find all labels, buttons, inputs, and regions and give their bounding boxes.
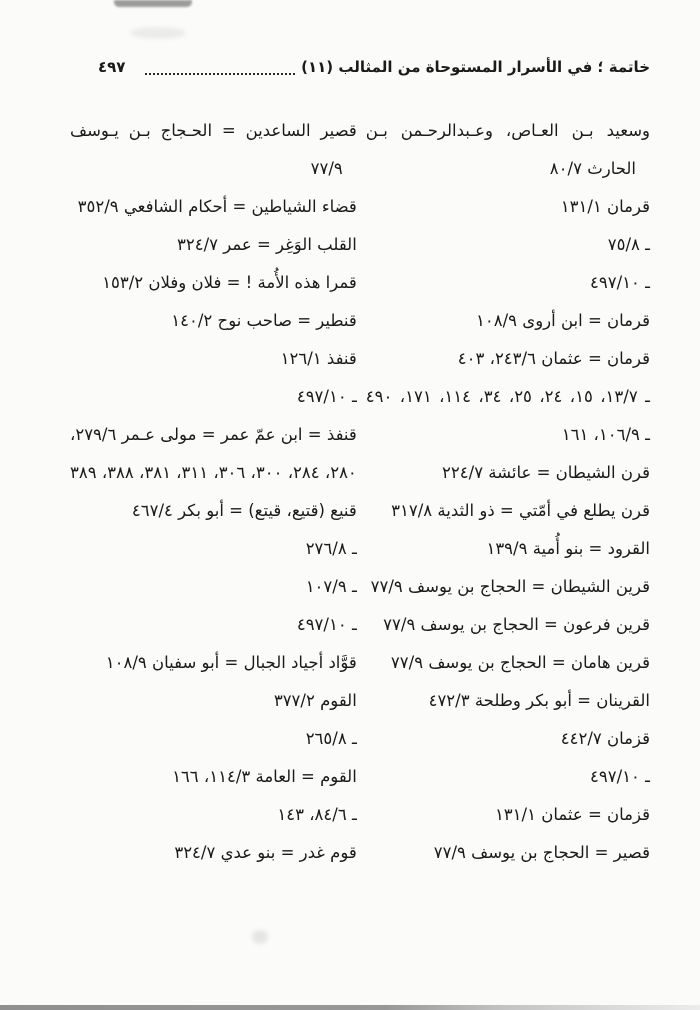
index-entry: ـ ٤٩٧/١٠	[590, 767, 650, 786]
index-entry: ـ ١٠٦/٩، ١٦١	[561, 425, 650, 444]
index-entry: القرود = بنو أُمية ١٣٩/٩	[486, 539, 650, 558]
index-entry: قزمان ٤٤٢/٧	[560, 729, 650, 748]
index-entry: وسعيد بـن العـاص، وعـبدالرحـمن بـن	[365, 121, 650, 140]
index-entry: ـ ٨٤/٦، ١٤٣	[277, 805, 357, 824]
index-entry: قصير = الحجاج بن يوسف ٧٧/٩	[433, 843, 650, 862]
index-entry: القوم = العامة ١١٤/٣، ١٦٦	[172, 767, 357, 786]
running-head-title: خاتمة ؛ في الأسرار المستوحاة من المثالب (١١)	[301, 58, 650, 76]
index-entry: قنطير = صاحب نوح ١٤٠/٢	[171, 311, 357, 330]
index-entry: ـ ٤٩٧/١٠	[590, 273, 650, 292]
index-entry: قضاء الشياطين = أحكام الشافعي ٣٥٢/٩	[77, 197, 357, 216]
index-entry: ٧٧/٩	[310, 159, 343, 178]
index-entry: قرن الشيطان = عائشة ٢٢٤/٧	[442, 463, 650, 482]
index-entry: قوَّاد أجياد الجبال = أبو سفيان ١٠٨/٩	[105, 653, 357, 672]
index-entry: القلب الوَغِر = عمر ٣٢٤/٧	[176, 235, 357, 254]
index-entry: قنفذ = ابن عمّ عمر = مولى عـمر ٢٧٩/٦،	[70, 425, 357, 444]
index-entry: قرمان = عثمان ٢٤٣/٦، ٤٠٣	[457, 349, 650, 368]
index-entry: ـ ١٣/٧، ١٥، ٢٤، ٢٥، ٣٤، ١١٤، ١٧١، ٤٩٠	[365, 387, 650, 406]
page-number: ٤٩٧	[98, 58, 126, 76]
scan-smudge-artifact	[252, 930, 268, 944]
index-entry: ـ ٧٥/٨	[607, 235, 650, 254]
index-entry: قرمان = ابن أروى ١٠٨/٩	[476, 311, 650, 330]
index-entry: الحارث ٨٠/٧	[549, 159, 636, 178]
scan-smudge-artifact	[114, 0, 192, 7]
scan-smudge-artifact	[130, 27, 186, 39]
index-entry: ـ ٢٦٥/٨	[305, 729, 357, 748]
index-entry: ٢٨٠، ٢٨٤، ٣٠٠، ٣٠٦، ٣١١، ٣٨١، ٣٨٨، ٣٨٩	[70, 463, 357, 482]
index-entry: قرين فرعون = الحجاج بن يوسف ٧٧/٩	[383, 615, 650, 634]
index-entry: القرينان = أبو بكر وطلحة ٤٧٢/٣	[428, 691, 650, 710]
index-entry: ـ ١٠٧/٩	[305, 577, 357, 596]
index-entry: ـ ٤٩٧/١٠	[296, 615, 357, 634]
index-entry: قرين الشيطان = الحجاج بن يوسف ٧٧/٩	[370, 577, 650, 596]
index-column-right	[366, 112, 650, 872]
dotted-leader	[145, 73, 295, 75]
index-entry: قمرا هذه الأُمة ! = فلان وفلان ١٥٣/٢	[102, 273, 357, 292]
index-entry: القوم ٣٧٧/٢	[273, 691, 357, 710]
index-entry: قنيع (قتيع، قيتع) = أبو بكر ٤٦٧/٤	[131, 501, 357, 520]
index-columns	[70, 112, 650, 872]
index-entry: قنفذ ١٢٦/١	[280, 349, 357, 368]
index-entry: قوم غدر = بنو عدي ٣٢٤/٧	[174, 843, 357, 862]
scan-edge-artifact	[0, 1005, 700, 1010]
index-entry: قرمان ١٣١/١	[560, 197, 650, 216]
index-entry: قرن يطلع في أمّتي = ذو الثدية ٣١٧/٨	[391, 501, 650, 520]
index-entry: ـ ٢٧٦/٨	[305, 539, 357, 558]
index-entry: قرين هامان = الحجاج بن يوسف ٧٧/٩	[390, 653, 650, 672]
index-entry: قزمان = عثمان ١٣١/١	[494, 805, 650, 824]
index-column-left	[70, 112, 357, 872]
index-entry: ـ ٤٩٧/١٠	[296, 387, 357, 406]
index-entry: قصير الساعدين = الحـجاج بـن يـوسف	[70, 121, 357, 140]
running-head	[98, 55, 650, 81]
